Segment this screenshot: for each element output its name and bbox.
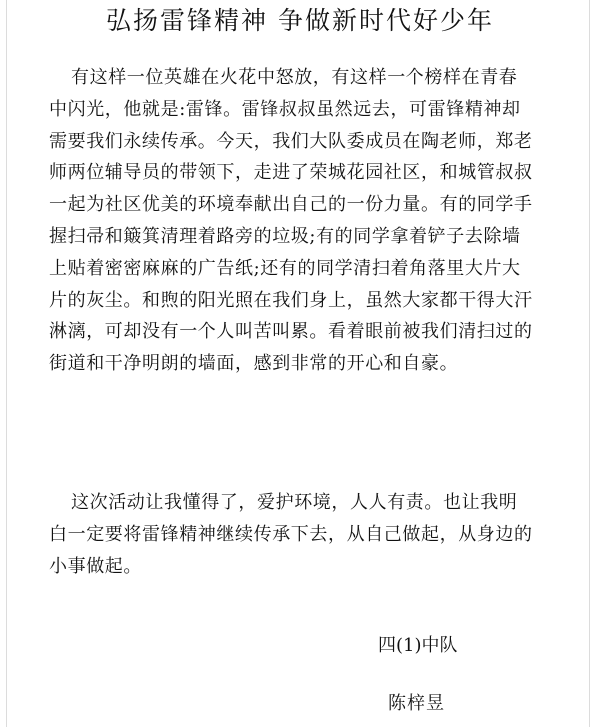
paragraph-1-line: 师两位辅导员的带领下，走进了荣城花园社区，和城管叔叔 <box>49 162 533 184</box>
paragraph-1-line: 中闪光，他就是:雷锋。雷锋叔叔虽然远去，可雷锋精神却 <box>49 98 521 120</box>
paragraph-1-line: 淋漓，可却没有一个人叫苦叫累。看着眼前被我们清扫过的 <box>49 321 533 343</box>
paragraph-1-line: 片的灰尘。和煦的阳光照在我们身上，虽然大家都干得大汗 <box>49 289 533 311</box>
paragraph-1 <box>49 62 579 380</box>
paragraph-2-line: 白一定要将雷锋精神继续传承下去，从自己做起，从身边的 <box>49 523 533 545</box>
paragraph-1-line: 上贴着密密麻麻的广告纸;还有的同学清扫着角落里大片大 <box>49 257 521 279</box>
paragraph-1-line: 握扫帚和簸箕清理着路旁的垃圾;有的同学拿着铲子去除墙 <box>49 225 521 247</box>
paragraph-2 <box>49 487 579 582</box>
paragraph-1-line: 街道和干净明朗的墙面，感到非常的开心和自豪。 <box>49 353 459 375</box>
paragraph-2-line: 这次活动让我懂得了，爱护环境，人人有责。也让我明 <box>71 492 518 513</box>
paragraph-2-line: 小事做起。 <box>49 555 142 577</box>
document-title: 弘扬雷锋精神 争做新时代好少年 <box>106 6 494 35</box>
signature-unit: 四(1)中队 <box>378 635 458 656</box>
paragraph-1-line: 有这样一位英雄在火花中怒放，有这样一个榜样在青春 <box>71 67 518 88</box>
paragraph-1-line: 需要我们永续传承。今天，我们大队委成员在陶老师，郑老 <box>49 130 533 152</box>
paragraph-1-line: 一起为社区优美的环境奉献出自己的一份力量。有的同学手 <box>49 194 533 216</box>
signature-name: 陈梓昱 <box>388 693 445 714</box>
